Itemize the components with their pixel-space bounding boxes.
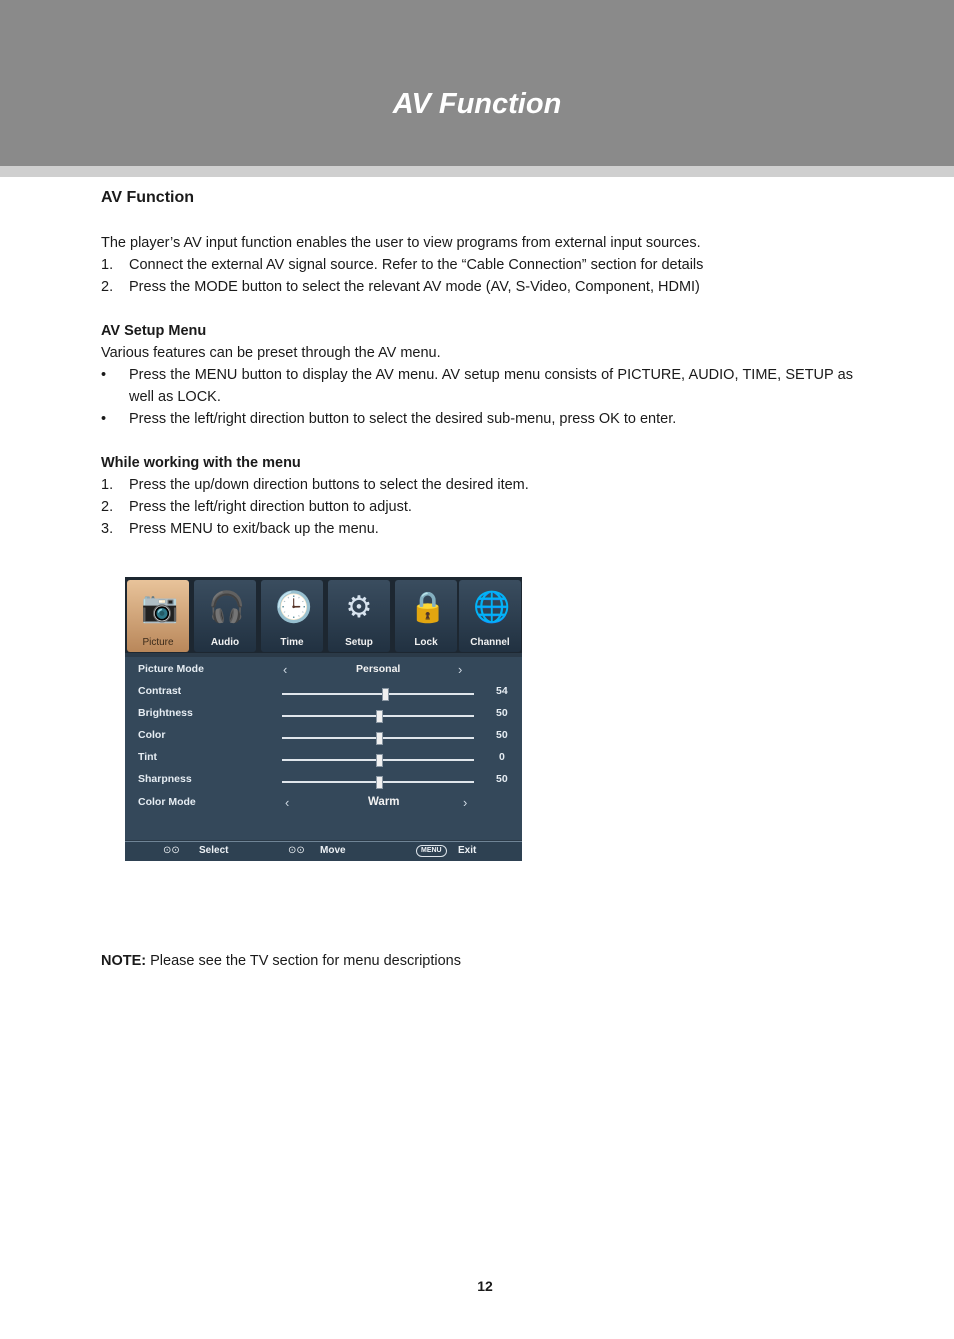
menu-row-picture-mode: Picture Mode ‹ Personal ›: [138, 662, 463, 677]
menu-row-brightness: Brightness 50: [138, 707, 518, 725]
arrow-left-icon: ‹: [283, 662, 288, 677]
arrow-left-icon: ‹: [285, 795, 290, 810]
menu-row-sharpness: Sharpness 50: [138, 773, 518, 791]
note: [101, 950, 461, 972]
list-item: 3. Press MENU to exit/back up the menu.: [101, 521, 379, 537]
section-heading: AV Function: [101, 189, 195, 206]
menu-row-contrast: Contrast 54: [138, 685, 518, 703]
list-item: 2. Press the MODE button to select the relevant AV mode (AV, S-Video, Component, HDMI): [101, 279, 700, 295]
left-right-icon: ⊙⊙: [288, 845, 305, 856]
tab-channel: 🌐 Channel: [459, 580, 521, 652]
camera-icon: 📷: [141, 591, 179, 624]
list-item: 2. Press the left/right direction button to adjust.: [101, 499, 412, 515]
slider-knob: [376, 754, 383, 767]
list-item: • Press the MENU button to display the AV menu. AV setup menu consists of PICTURE, AUDIO, TIME, SETUP as well as LOCK.: [101, 367, 853, 405]
tv-menu-screenshot: [125, 577, 522, 861]
header-band: [0, 0, 954, 166]
slider-track: [282, 693, 474, 695]
note-text: Please see the TV section for menu descriptions: [146, 953, 461, 969]
slider-knob: [382, 688, 389, 701]
tab-lock: 🔒 Lock: [395, 580, 457, 652]
tab-picture: 📷 Picture: [127, 580, 189, 652]
slider-knob: [376, 732, 383, 745]
page-title: AV Function: [392, 88, 562, 120]
note-label: NOTE:: [101, 953, 147, 969]
arrow-right-icon: ›: [463, 795, 468, 810]
section-steps: [101, 254, 853, 298]
menu-row-color-mode: Color Mode ‹ Warm ›: [138, 795, 468, 810]
tab-time: 🕒 Time: [261, 580, 323, 652]
slider-knob: [376, 776, 383, 789]
up-down-icon: ⊙⊙: [163, 845, 180, 856]
gear-icon: ⚙: [345, 591, 373, 624]
working-steps: [101, 474, 853, 540]
menu-row-tint: Tint 0: [138, 751, 518, 769]
menu-key-icon: MENU: [416, 845, 447, 857]
clock-icon: 🕒: [275, 591, 313, 624]
setup-bullets: [101, 364, 853, 430]
arrow-right-icon: ›: [458, 662, 463, 677]
page-number: 12: [477, 1278, 493, 1294]
tv-menu-settings: [125, 657, 522, 840]
setup-heading: AV Setup Menu: [101, 323, 207, 339]
globe-icon: 🌐: [473, 591, 511, 624]
setup-intro: Various features can be preset through the AV menu.: [101, 345, 441, 361]
header-divider: [0, 166, 954, 177]
tab-setup: ⚙ Setup: [328, 580, 390, 652]
section-intro: The player’s AV input function enables the user to view programs from external input sources.: [101, 235, 701, 251]
menu-row-color: Color 50: [138, 729, 518, 747]
tab-audio: 🎧 Audio: [194, 580, 256, 652]
list-item: • Press the left/right direction button to select the desired sub-menu, press OK to enter.: [101, 411, 677, 427]
slider-knob: [376, 710, 383, 723]
content: [101, 186, 853, 540]
lock-icon: 🔒: [409, 591, 447, 624]
list-item: 1. Press the up/down direction buttons to select the desired item.: [101, 477, 529, 493]
working-heading: While working with the menu: [101, 455, 301, 471]
tv-menu-footer: ⊙⊙ Select ⊙⊙ Move MENU Exit: [125, 841, 522, 861]
list-item: 1. Connect the external AV signal source. Refer to the “Cable Connection” section for details: [101, 257, 704, 273]
headphones-icon: 🎧: [208, 591, 246, 624]
tv-menu-tabs: [125, 577, 522, 653]
